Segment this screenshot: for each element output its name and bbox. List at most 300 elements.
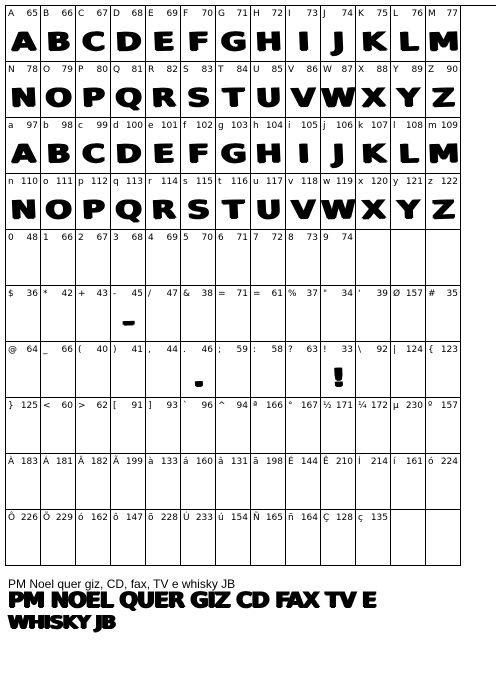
glyph-sample bbox=[111, 357, 146, 396]
glyph-label bbox=[183, 233, 213, 244]
glyph-cell bbox=[356, 510, 391, 566]
glyph-label bbox=[393, 289, 423, 300]
glyph-sample bbox=[391, 357, 426, 396]
glyph-sample bbox=[216, 413, 251, 452]
glyph-code: 102 bbox=[195, 121, 213, 131]
glyph-label bbox=[148, 345, 178, 356]
glyph-char: á bbox=[183, 457, 189, 467]
glyph-code: 224 bbox=[440, 457, 458, 467]
glyph-char: . bbox=[183, 345, 186, 355]
glyph-cell bbox=[356, 118, 391, 174]
glyph-label bbox=[78, 121, 108, 132]
glyph-char: , bbox=[148, 345, 151, 355]
glyph-code: 101 bbox=[160, 121, 178, 131]
glyph-code: 63 bbox=[306, 345, 318, 355]
glyph-label bbox=[393, 65, 423, 76]
glyph-code: 115 bbox=[195, 177, 213, 187]
glyph-label bbox=[393, 233, 423, 244]
glyph-code: 66 bbox=[61, 233, 73, 243]
glyph-label bbox=[393, 121, 423, 132]
glyph-label bbox=[323, 345, 353, 356]
glyph-cell bbox=[286, 510, 321, 566]
glyph-sample: P bbox=[81, 82, 105, 112]
glyph-code: 120 bbox=[370, 177, 388, 187]
glyph-char: 1 bbox=[43, 233, 49, 243]
glyph-char: w bbox=[323, 177, 331, 187]
glyph-sample bbox=[6, 245, 41, 284]
glyph-sample: P bbox=[81, 194, 105, 224]
glyph-label bbox=[253, 65, 283, 76]
glyph-char: { bbox=[428, 345, 434, 355]
glyph-label bbox=[148, 65, 178, 76]
sample-render-line-1: PM NOEL QUER GIZ CD FAX TV E bbox=[8, 588, 376, 612]
glyph-cell bbox=[286, 454, 321, 510]
glyph-code: 69 bbox=[166, 9, 178, 19]
glyph-char: s bbox=[183, 177, 188, 187]
glyph-code: 105 bbox=[300, 121, 318, 131]
glyph-label bbox=[113, 65, 143, 76]
glyph-label bbox=[253, 513, 283, 524]
glyph-code: 122 bbox=[440, 177, 458, 187]
glyph-char: 8 bbox=[288, 233, 294, 243]
glyph-sample bbox=[286, 357, 321, 396]
character-map-grid bbox=[5, 5, 496, 566]
glyph-code: 210 bbox=[335, 457, 353, 467]
glyph-label bbox=[323, 513, 353, 524]
glyph-cell bbox=[321, 342, 356, 398]
glyph-cell bbox=[181, 6, 216, 62]
glyph-label bbox=[218, 65, 248, 76]
glyph-label bbox=[183, 289, 213, 300]
glyph-code: 71 bbox=[236, 9, 248, 19]
glyph-cell bbox=[146, 286, 181, 342]
glyph-char: } bbox=[8, 401, 14, 411]
glyph-sample: H bbox=[254, 138, 282, 168]
glyph-sample bbox=[251, 301, 286, 340]
glyph-sample bbox=[321, 525, 356, 564]
glyph-cell bbox=[6, 398, 41, 454]
glyph-cell bbox=[76, 118, 111, 174]
glyph-cell bbox=[251, 510, 286, 566]
glyph-label bbox=[393, 345, 423, 356]
glyph-code: 34 bbox=[341, 289, 353, 299]
glyph-code: 83 bbox=[201, 65, 213, 75]
glyph-label bbox=[113, 513, 143, 524]
glyph-cell bbox=[426, 174, 461, 230]
glyph-label bbox=[113, 233, 143, 244]
glyph-sample bbox=[286, 245, 321, 284]
glyph-sample: ! bbox=[330, 362, 346, 392]
glyph-cell bbox=[286, 286, 321, 342]
glyph-sample: J bbox=[332, 138, 344, 168]
glyph-sample bbox=[321, 413, 356, 452]
glyph-sample bbox=[6, 525, 41, 564]
glyph-char: z bbox=[428, 177, 433, 187]
glyph-label bbox=[43, 457, 73, 468]
glyph-sample bbox=[391, 525, 426, 564]
glyph-label bbox=[428, 457, 458, 468]
glyph-code: 183 bbox=[20, 457, 38, 467]
glyph-cell bbox=[426, 454, 461, 510]
glyph-char: ó bbox=[428, 457, 434, 467]
glyph-char: ú bbox=[218, 513, 224, 523]
glyph-sample: D bbox=[115, 138, 141, 168]
glyph-cell bbox=[356, 342, 391, 398]
glyph-cell bbox=[216, 454, 251, 510]
glyph-sample: U bbox=[255, 82, 281, 112]
glyph-label bbox=[43, 121, 73, 132]
glyph-cell bbox=[251, 398, 286, 454]
glyph-sample bbox=[286, 469, 321, 508]
glyph-cell bbox=[41, 454, 76, 510]
glyph-char: Ñ bbox=[253, 513, 260, 523]
glyph-cell bbox=[41, 174, 76, 230]
glyph-cell bbox=[111, 230, 146, 286]
glyph-code: 70 bbox=[201, 9, 213, 19]
glyph-sample bbox=[356, 525, 391, 564]
glyph-sample: G bbox=[220, 138, 246, 168]
glyph-label bbox=[428, 233, 458, 244]
glyph-cell bbox=[356, 398, 391, 454]
glyph-code: 40 bbox=[96, 345, 108, 355]
glyph-cell bbox=[391, 342, 426, 398]
glyph-label bbox=[148, 289, 178, 300]
glyph-char: x bbox=[358, 177, 364, 187]
glyph-sample bbox=[41, 469, 76, 508]
glyph-cell bbox=[216, 398, 251, 454]
glyph-char: 2 bbox=[78, 233, 84, 243]
glyph-char: [ bbox=[113, 401, 117, 411]
glyph-char: o bbox=[43, 177, 49, 187]
glyph-label bbox=[358, 401, 388, 412]
glyph-code: 116 bbox=[230, 177, 248, 187]
glyph-code: 133 bbox=[160, 457, 178, 467]
glyph-sample bbox=[251, 469, 286, 508]
glyph-code: 81 bbox=[131, 65, 143, 75]
glyph-cell bbox=[391, 6, 426, 62]
glyph-sample: O bbox=[44, 82, 72, 112]
glyph-char: À bbox=[8, 457, 15, 467]
glyph-sample: C bbox=[81, 138, 105, 168]
glyph-sample bbox=[216, 245, 251, 284]
glyph-sample bbox=[76, 525, 111, 564]
glyph-sample: R bbox=[150, 194, 176, 224]
glyph-label bbox=[8, 289, 38, 300]
glyph-char: I bbox=[288, 9, 291, 19]
glyph-char: ñ bbox=[288, 513, 294, 523]
glyph-char: " bbox=[323, 289, 328, 299]
glyph-sample bbox=[391, 469, 426, 508]
glyph-label bbox=[428, 121, 458, 132]
glyph-sample bbox=[41, 357, 76, 396]
glyph-label bbox=[148, 177, 178, 188]
glyph-label bbox=[183, 457, 213, 468]
glyph-code: 39 bbox=[376, 289, 388, 299]
glyph-cell bbox=[146, 510, 181, 566]
glyph-code: 72 bbox=[271, 9, 283, 19]
glyph-code: 44 bbox=[166, 345, 178, 355]
glyph-cell bbox=[356, 230, 391, 286]
glyph-cell bbox=[321, 454, 356, 510]
glyph-char: ' bbox=[358, 289, 361, 299]
glyph-char: p bbox=[78, 177, 84, 187]
glyph-char: f bbox=[183, 121, 187, 131]
glyph-label bbox=[8, 401, 38, 412]
glyph-code: 112 bbox=[90, 177, 108, 187]
glyph-label bbox=[358, 65, 388, 76]
glyph-cell bbox=[426, 6, 461, 62]
glyph-cell bbox=[111, 398, 146, 454]
glyph-label bbox=[393, 9, 423, 20]
glyph-cell bbox=[111, 510, 146, 566]
glyph-label bbox=[323, 233, 353, 244]
glyph-cell bbox=[251, 230, 286, 286]
glyph-cell bbox=[146, 454, 181, 510]
glyph-label bbox=[148, 457, 178, 468]
glyph-code: 85 bbox=[271, 65, 283, 75]
glyph-char: ã bbox=[253, 457, 259, 467]
glyph-char: $ bbox=[8, 289, 14, 299]
glyph-char: < bbox=[43, 401, 51, 411]
glyph-sample: W bbox=[321, 82, 356, 112]
glyph-code: 172 bbox=[370, 401, 388, 411]
glyph-char: j bbox=[323, 121, 326, 131]
glyph-char: ¼ bbox=[358, 401, 367, 411]
glyph-label bbox=[43, 345, 73, 356]
glyph-char: P bbox=[78, 65, 84, 75]
glyph-label bbox=[358, 9, 388, 20]
glyph-char: ó bbox=[78, 513, 84, 523]
glyph-char: W bbox=[323, 65, 332, 75]
glyph-char: d bbox=[113, 121, 119, 131]
glyph-sample: O bbox=[44, 194, 72, 224]
glyph-row bbox=[6, 454, 496, 510]
glyph-label bbox=[113, 401, 143, 412]
glyph-cell bbox=[426, 62, 461, 118]
glyph-char: # bbox=[428, 289, 436, 299]
glyph-label bbox=[323, 121, 353, 132]
glyph-sample: N bbox=[9, 82, 37, 112]
glyph-label bbox=[183, 513, 213, 524]
glyph-code: 230 bbox=[405, 401, 423, 411]
glyph-label bbox=[218, 121, 248, 132]
glyph-label bbox=[43, 177, 73, 188]
glyph-code: 98 bbox=[61, 121, 73, 131]
glyph-sample bbox=[251, 245, 286, 284]
glyph-char: i bbox=[288, 121, 291, 131]
glyph-sample bbox=[41, 525, 76, 564]
glyph-sample bbox=[111, 525, 146, 564]
glyph-label bbox=[148, 121, 178, 132]
glyph-label bbox=[253, 457, 283, 468]
glyph-char: t bbox=[218, 177, 222, 187]
glyph-char: g bbox=[218, 121, 224, 131]
glyph-code: 135 bbox=[370, 513, 388, 523]
glyph-char: ° bbox=[288, 401, 293, 411]
glyph-code: 43 bbox=[96, 289, 108, 299]
glyph-label bbox=[43, 233, 73, 244]
glyph-cell bbox=[426, 118, 461, 174]
glyph-cell bbox=[286, 118, 321, 174]
glyph-code: 70 bbox=[201, 233, 213, 243]
glyph-char: Z bbox=[428, 65, 435, 75]
glyph-sample: D bbox=[115, 26, 141, 56]
glyph-label bbox=[323, 65, 353, 76]
glyph-cell bbox=[76, 62, 111, 118]
glyph-cell bbox=[6, 510, 41, 566]
glyph-char: Y bbox=[393, 65, 399, 75]
glyph-code: 99 bbox=[96, 121, 108, 131]
glyph-code: 45 bbox=[131, 289, 143, 299]
glyph-cell bbox=[286, 230, 321, 286]
glyph-label bbox=[183, 9, 213, 20]
glyph-sample bbox=[426, 301, 461, 340]
glyph-sample bbox=[76, 245, 111, 284]
glyph-row bbox=[6, 510, 496, 566]
glyph-sample: Q bbox=[114, 82, 142, 112]
glyph-sample bbox=[76, 357, 111, 396]
glyph-sample bbox=[391, 245, 426, 284]
glyph-code: 104 bbox=[265, 121, 283, 131]
glyph-sample bbox=[181, 245, 216, 284]
glyph-sample bbox=[6, 357, 41, 396]
glyph-sample: M bbox=[427, 138, 459, 168]
glyph-label bbox=[393, 177, 423, 188]
glyph-char: â bbox=[218, 457, 224, 467]
glyph-code: 67 bbox=[96, 9, 108, 19]
glyph-label bbox=[78, 401, 108, 412]
glyph-label bbox=[113, 177, 143, 188]
glyph-cell bbox=[76, 230, 111, 286]
glyph-label bbox=[148, 401, 178, 412]
glyph-row bbox=[6, 342, 496, 398]
glyph-code: 164 bbox=[300, 513, 318, 523]
glyph-label bbox=[358, 289, 388, 300]
glyph-cell bbox=[6, 118, 41, 174]
glyph-code: 171 bbox=[335, 401, 353, 411]
glyph-char: ; bbox=[218, 345, 222, 355]
glyph-char: Õ bbox=[43, 513, 51, 523]
glyph-code: 107 bbox=[370, 121, 388, 131]
sample-render-line-2: WHISKY JB bbox=[8, 612, 116, 633]
glyph-char: ] bbox=[148, 401, 152, 411]
glyph-label bbox=[323, 9, 353, 20]
glyph-cell bbox=[41, 62, 76, 118]
glyph-code: 71 bbox=[236, 289, 248, 299]
glyph-label bbox=[218, 289, 248, 300]
glyph-char: : bbox=[253, 345, 257, 355]
glyph-label bbox=[113, 289, 143, 300]
glyph-label bbox=[218, 513, 248, 524]
glyph-sample: X bbox=[360, 82, 386, 112]
glyph-sample: Z bbox=[431, 194, 455, 224]
glyph-cell bbox=[321, 62, 356, 118]
glyph-cell bbox=[181, 398, 216, 454]
glyph-label bbox=[253, 345, 283, 356]
glyph-label bbox=[43, 289, 73, 300]
glyph-char: c bbox=[78, 121, 83, 131]
glyph-sample: S bbox=[186, 194, 210, 224]
glyph-code: 72 bbox=[271, 233, 283, 243]
glyph-cell bbox=[146, 398, 181, 454]
glyph-char: E bbox=[148, 9, 154, 19]
glyph-sample bbox=[251, 413, 286, 452]
sample-caption: PM Noel quer giz, CD, fax, TV e whisky JB bbox=[8, 577, 236, 591]
glyph-cell bbox=[76, 174, 111, 230]
glyph-code: 36 bbox=[26, 289, 38, 299]
glyph-cell bbox=[41, 118, 76, 174]
glyph-char: S bbox=[183, 65, 189, 75]
glyph-char: y bbox=[393, 177, 399, 187]
glyph-sample bbox=[181, 301, 216, 340]
glyph-sample bbox=[76, 301, 111, 340]
glyph-label bbox=[428, 289, 458, 300]
glyph-char: H bbox=[253, 9, 260, 19]
glyph-sample: G bbox=[220, 26, 246, 56]
glyph-label bbox=[288, 457, 318, 468]
glyph-char: b bbox=[43, 121, 49, 131]
glyph-code: 88 bbox=[376, 65, 388, 75]
glyph-cell bbox=[41, 6, 76, 62]
glyph-sample: A bbox=[10, 26, 36, 56]
glyph-char: R bbox=[148, 65, 155, 75]
glyph-char: ½ bbox=[323, 401, 332, 411]
glyph-sample bbox=[356, 357, 391, 396]
glyph-char: ( bbox=[78, 345, 82, 355]
glyph-char: 5 bbox=[183, 233, 189, 243]
glyph-cell bbox=[76, 286, 111, 342]
glyph-label bbox=[43, 513, 73, 524]
glyph-label bbox=[428, 345, 458, 356]
glyph-sample bbox=[146, 413, 181, 452]
glyph-cell bbox=[6, 6, 41, 62]
glyph-cell bbox=[391, 398, 426, 454]
glyph-char: õ bbox=[148, 513, 154, 523]
glyph-label bbox=[43, 65, 73, 76]
glyph-char: ` bbox=[183, 401, 188, 411]
glyph-cell bbox=[216, 62, 251, 118]
glyph-cell bbox=[76, 6, 111, 62]
glyph-cell bbox=[146, 6, 181, 62]
glyph-char: 9 bbox=[323, 233, 329, 243]
glyph-row bbox=[6, 230, 496, 286]
glyph-row bbox=[6, 6, 496, 62]
glyph-sample: Z bbox=[431, 82, 455, 112]
glyph-char: > bbox=[78, 401, 86, 411]
glyph-code: 161 bbox=[405, 457, 423, 467]
glyph-char: l bbox=[393, 121, 396, 131]
glyph-code: 65 bbox=[26, 9, 38, 19]
glyph-cell bbox=[251, 174, 286, 230]
glyph-code: 90 bbox=[446, 65, 458, 75]
glyph-char: % bbox=[288, 289, 297, 299]
glyph-sample: X bbox=[360, 194, 386, 224]
glyph-cell bbox=[146, 118, 181, 174]
glyph-code: 226 bbox=[20, 513, 38, 523]
glyph-char: L bbox=[393, 9, 399, 19]
glyph-char: Ô bbox=[8, 513, 16, 523]
glyph-char: \ bbox=[358, 345, 362, 355]
glyph-sample: S bbox=[186, 82, 210, 112]
glyph-code: 233 bbox=[195, 513, 213, 523]
glyph-sample: B bbox=[46, 138, 70, 168]
glyph-cell bbox=[216, 118, 251, 174]
glyph-row bbox=[6, 62, 496, 118]
glyph-sample bbox=[76, 469, 111, 508]
glyph-cell bbox=[321, 286, 356, 342]
glyph-sample bbox=[216, 525, 251, 564]
glyph-label bbox=[78, 457, 108, 468]
